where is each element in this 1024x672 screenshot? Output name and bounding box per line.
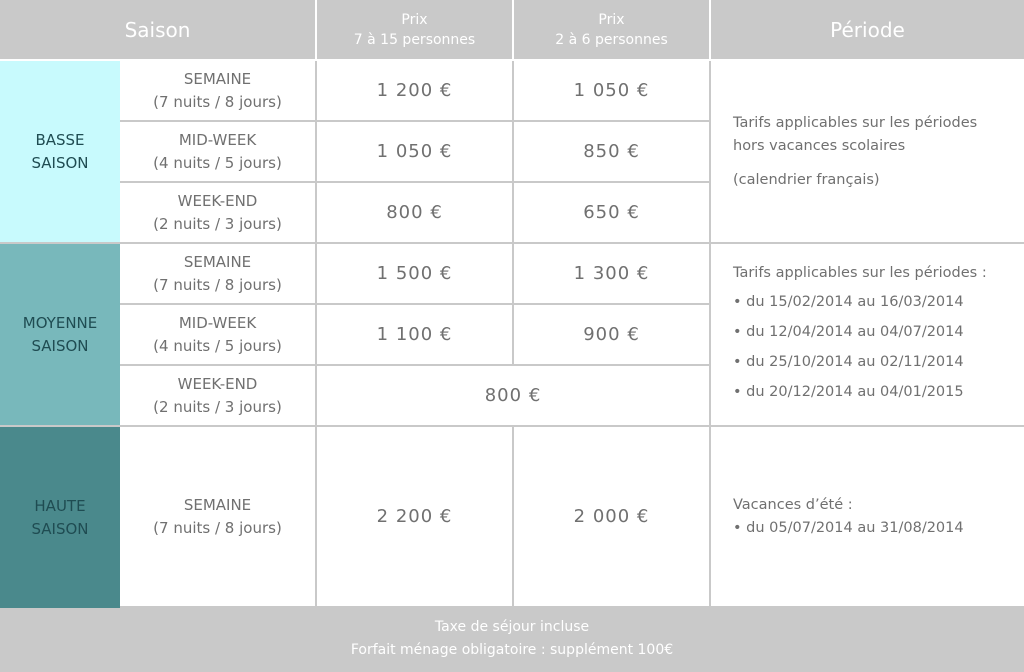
footer-line2: Forfait ménage obligatoire : supplément 100€ — [350, 642, 674, 658]
duration-label: SEMAINE — [183, 495, 252, 514]
season-basse-line1: BASSE — [35, 130, 85, 149]
duration-detail: (7 nuits / 8 jours) — [153, 518, 282, 537]
header-price-small-group — [514, 0, 711, 61]
duration-label: WEEK-END — [177, 374, 258, 393]
price-basse-weekend-large — [317, 183, 514, 244]
period-basse — [711, 61, 1024, 244]
period-moyenne-item: • du 12/04/2014 au 04/07/2014 — [733, 324, 964, 340]
price-basse-semaine-large — [317, 61, 514, 122]
price-basse-midweek-small — [514, 122, 711, 183]
duration-moyenne-semaine — [120, 244, 317, 305]
duration-detail: (2 nuits / 3 jours) — [153, 214, 282, 233]
period-basse-line1: Tarifs applicables sur les périodes — [733, 114, 978, 131]
duration-moyenne-midweek — [120, 305, 317, 366]
period-haute-item: • du 05/07/2014 au 31/08/2014 — [733, 520, 964, 536]
header-season — [0, 0, 317, 61]
period-moyenne-list — [733, 287, 964, 407]
duration-basse-semaine — [120, 61, 317, 122]
period-haute-list — [733, 517, 964, 539]
duration-detail: (4 nuits / 5 jours) — [153, 153, 282, 172]
duration-label: MID-WEEK — [178, 313, 257, 332]
header-price-large-line2: 7 à 15 personnes — [353, 31, 476, 48]
header-price-small-line1: Prix — [598, 11, 625, 28]
price-basse-midweek-large — [317, 122, 514, 183]
duration-basse-weekend — [120, 183, 317, 244]
duration-label: WEEK-END — [177, 191, 258, 210]
price-value: 850 € — [583, 141, 640, 162]
header-period — [711, 0, 1024, 61]
header-price-large-group — [317, 0, 514, 61]
header-season-label: Saison — [124, 17, 191, 42]
price-basse-semaine-small — [514, 61, 711, 122]
duration-label: SEMAINE — [183, 252, 252, 271]
season-moyenne-line1: MOYENNE — [22, 313, 98, 332]
header-price-small-line2: 2 à 6 personnes — [555, 31, 668, 48]
price-moyenne-midweek-small — [514, 305, 711, 366]
price-value: 1 500 € — [376, 263, 453, 284]
period-moyenne-item: • du 25/10/2014 au 02/11/2014 — [733, 354, 964, 370]
season-haute-line1: HAUTE — [34, 496, 86, 515]
season-moyenne — [0, 244, 120, 427]
price-moyenne-semaine-small — [514, 244, 711, 305]
price-value: 800 € — [484, 385, 542, 406]
duration-haute-semaine — [120, 427, 317, 608]
footer-line1: Taxe de séjour incluse — [434, 619, 590, 635]
price-value: 2 200 € — [376, 506, 453, 527]
price-value: 1 100 € — [376, 324, 453, 345]
period-basse-line2: hors vacances scolaires — [733, 137, 906, 154]
duration-detail: (7 nuits / 8 jours) — [153, 92, 282, 111]
season-haute-line2: SAISON — [31, 519, 89, 538]
price-value: 900 € — [583, 324, 640, 345]
period-moyenne-title: Tarifs applicables sur les périodes : — [733, 265, 987, 281]
season-basse-line2: SAISON — [31, 153, 89, 172]
price-haute-semaine-large — [317, 427, 514, 608]
season-moyenne-line2: SAISON — [31, 336, 89, 355]
period-moyenne — [711, 244, 1024, 427]
duration-label: MID-WEEK — [178, 130, 257, 149]
price-value: 1 300 € — [573, 263, 650, 284]
price-value: 800 € — [386, 202, 443, 223]
season-haute — [0, 427, 120, 608]
period-moyenne-item: • du 20/12/2014 au 04/01/2015 — [733, 384, 964, 400]
period-haute-title: Vacances d’été : — [733, 497, 853, 513]
period-basse-note: (calendrier français) — [733, 171, 880, 188]
duration-label: SEMAINE — [183, 69, 252, 88]
duration-moyenne-weekend — [120, 366, 317, 427]
price-moyenne-weekend — [317, 366, 711, 427]
duration-detail: (7 nuits / 8 jours) — [153, 275, 282, 294]
period-moyenne-item: • du 15/02/2014 au 16/03/2014 — [733, 294, 964, 310]
price-value: 1 200 € — [376, 80, 453, 101]
price-moyenne-semaine-large — [317, 244, 514, 305]
duration-detail: (2 nuits / 3 jours) — [153, 397, 282, 416]
price-moyenne-midweek-large — [317, 305, 514, 366]
table-footer — [0, 608, 1024, 670]
season-basse — [0, 61, 120, 244]
header-period-label: Période — [830, 17, 905, 42]
header-price-large-line1: Prix — [401, 11, 428, 28]
price-value: 2 000 € — [573, 506, 650, 527]
period-haute — [711, 427, 1024, 608]
duration-detail: (4 nuits / 5 jours) — [153, 336, 282, 355]
price-haute-semaine-small — [514, 427, 711, 608]
price-value: 1 050 € — [573, 80, 650, 101]
price-value: 650 € — [583, 202, 640, 223]
duration-basse-midweek — [120, 122, 317, 183]
price-basse-weekend-small — [514, 183, 711, 244]
price-value: 1 050 € — [376, 141, 453, 162]
